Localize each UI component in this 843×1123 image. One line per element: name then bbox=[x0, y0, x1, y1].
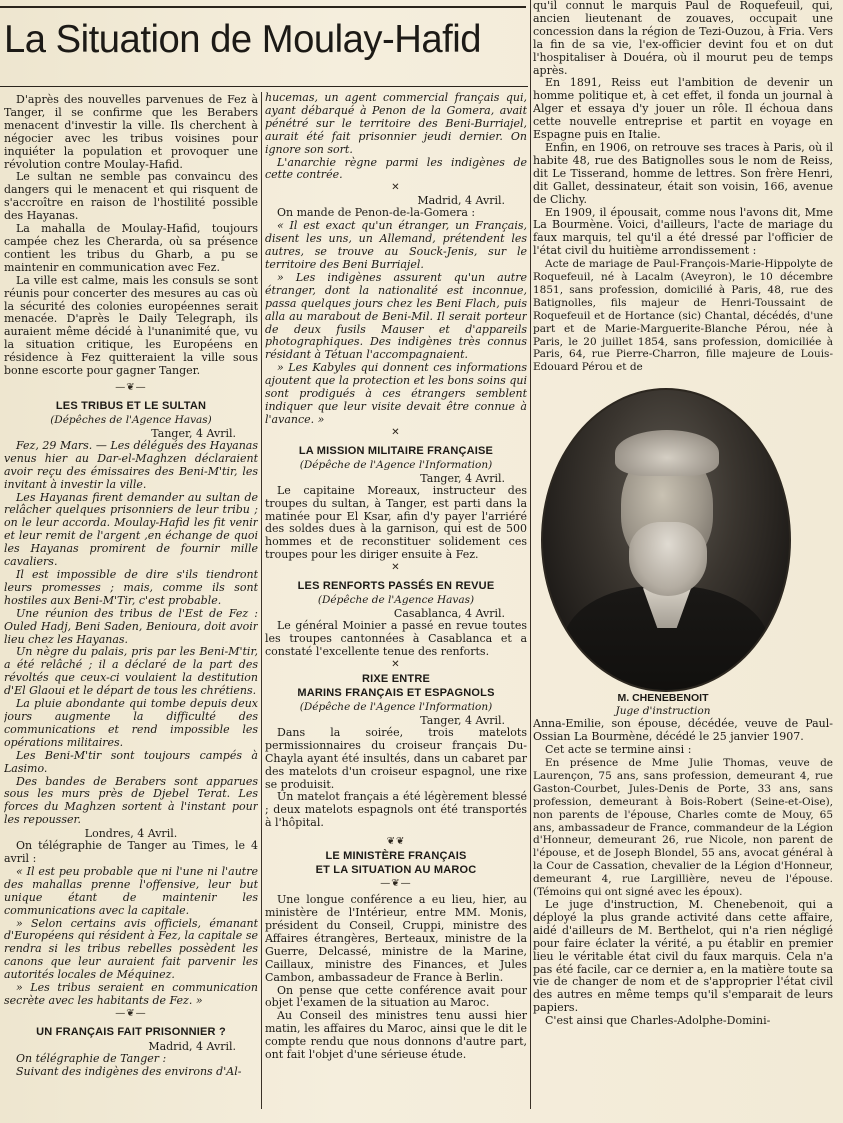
section-source: (Dépêches de l'Agence Havas) bbox=[50, 413, 212, 426]
section-title-prisonnier: UN FRANÇAIS FAIT PRISONNIER ? bbox=[36, 1025, 226, 1038]
ornament: ✕ bbox=[391, 658, 401, 670]
dateline: Londres, 4 Avril. bbox=[84, 827, 178, 841]
article-paragraph: Cet acte se termine ainsi : bbox=[545, 743, 692, 757]
article-paragraph: Enfin, en 1906, on retrouve ses traces à Paris, où il habite 48, rue des Batignolles sous le nom de Reiss, dit Le Tisserand, homme de lettres. Son frère Henri, dit Gallet, dessinateur, était son voisin, 166, avenue de Clichy. bbox=[533, 140, 833, 206]
section-title-ministere: LE MINISTÈRE FRANÇAIS bbox=[325, 850, 467, 863]
ornament: —❦— bbox=[380, 878, 412, 890]
dispatch-paragraph: Suivant des indigènes des environs d'Al- bbox=[16, 1064, 242, 1078]
dateline: Madrid, 4 Avril. bbox=[417, 194, 505, 208]
dispatch-paragraph: » Selon certains avis officiels, émanant d'Européens qui résident à Fez, la capitale se rendra si les tribus rebelles possèdent les canons que leur auraient fait parvenir les autorités locales de Méquinez. bbox=[4, 916, 258, 982]
dateline: Tanger, 4 Avril. bbox=[420, 713, 505, 727]
portrait-caption-role: Juge d'instruction bbox=[615, 705, 711, 718]
marriage-act-paragraph: Acte de mariage de Paul-François-Marie-Hippolyte de Roquefeuil, né à Lacalm (Aveyron), le 10 décembre 1851, sans profession, domicilié à Paris, 48, rue des Batignolles, fils majeur de Henri-Toussaint de Roquefeuil et de Hortance (sic) Chantal, décédés, d'une part et de Marie-Marguerite-Blanche Pérou, née à Paris, le 20 juillet 1854, sans profession, domiciliée à Paris, 64, rue Pierre-Charron, fille majeure de Louis-Edouard Pérou et de bbox=[533, 258, 833, 374]
column-2 bbox=[265, 0, 527, 1123]
article-paragraph: qu'il connut le marquis Paul de Roquefeuil, qui, ancien lieutenant de zouaves, occupait une concession dans la région de Tezi-Ouzou, à Fria. Vers la fin de sa vie, l'ex-officier devint fou et on dut l'hospitaliser à Douéra, où il mourut peu de temps après. bbox=[533, 0, 833, 77]
section-title-ministere-2: ET LA SITUATION AU MAROC bbox=[315, 864, 477, 877]
dispatch-lead: On mande de Penon-de-la-Gomera : bbox=[277, 206, 476, 220]
portrait-figure bbox=[533, 380, 833, 718]
dispatch-paragraph: « Il est peu probable que ni l'une ni l'autre des mahallas prenne l'offensive, leur but unique étant de maintenir les communications avec la capitale. bbox=[4, 864, 258, 917]
ornament: —❦— bbox=[115, 1007, 147, 1019]
dispatch-paragraph: » Les indigènes assurent qu'un autre étranger, dont la nationalité est inconnue, passa quelques jours chez les Beni Flach, puis alla au marabout de Beni-Mil. Il serait porteur de deux fusils Mauser et d'appareils photographiques. Des indigènes très connus résidant à Tétuan l'accompagnaient. bbox=[265, 270, 527, 362]
dispatch-paragraph: » Les tribus seraient en communication secrète avec les habitants de Fez. » bbox=[4, 981, 258, 1007]
section-title-rixe-2: MARINS FRANÇAIS ET ESPAGNOLS bbox=[297, 686, 495, 699]
portrait-photo bbox=[541, 388, 791, 692]
intro-paragraph: La mahalla de Moulay-Hafid, toujours campée chez les Cherarda, où sa présence contient les tribus du Gharb, a pu se maintenir en communication avec Fez. bbox=[4, 222, 258, 274]
article-paragraph: Dans la soirée, trois matelots permissionnaires du croiseur français Du-Chayla ayant été insultés, dans un cabaret par des matelots d'un croiseur espagnol, une rixe se produisit. bbox=[265, 725, 527, 791]
dispatch-paragraph: Les Beni-M'tir sont toujours campés à Lasimo. bbox=[4, 748, 258, 775]
page-headline: La Situation de Moulay-Hafid bbox=[4, 18, 482, 61]
article-paragraph: Le général Moinier a passé en revue toutes les troupes cantonnées à Casablanca et a constaté l'excellente tenue des renforts. bbox=[265, 619, 527, 658]
column-rule-1 bbox=[261, 92, 262, 1109]
section-title-renforts: LES RENFORTS PASSÉS EN REVUE bbox=[297, 580, 495, 593]
ornament: ✕ bbox=[391, 426, 401, 438]
dispatch-paragraph: Les Hayanas firent demander au sultan de relâcher quelques prisonniers de leur tribu ; on le leur accorda. Moulay-Hafid les fit venir et leur remit de l'argent ,en échange de quoi les Hayanas promirent de fournir mille cavaliers. bbox=[4, 490, 258, 569]
intro-paragraph: D'après des nouvelles parvenues de Fez à Tanger, il se confirme que les Berabers menacent d'investir la ville. Ils cherchent à négocier avec les tribus voisines pour inquiéter la population et provoquer une révolution contre Moulay-Hafid. bbox=[4, 93, 258, 171]
dispatch-paragraph: » Les Kabyles qui donnent ces informations ajoutent que la protection et les bons soins qui sont prodigués à ces étrangers semblent indiquer que leur visite devait être connue à l'avance. » bbox=[265, 361, 527, 426]
intro-paragraph: Le sultan ne semble pas convaincu des dangers qui le menacent et qui risquent de s'accroître en raison de l'hostilité possible des Hayanas. bbox=[4, 170, 258, 223]
column-3 bbox=[533, 0, 833, 1123]
ornament: ✕ bbox=[391, 562, 401, 574]
article-paragraph: Le juge d'instruction, M. Chenebenoit, qui a déployé la plus grande activité dans cette affaire, aidé d'ailleurs de M. Berthelot, qui n'a rien négligé pour faire éclater la vérité, a pu établir en premier lieu le véritable état civil du faux marquis. Cela n'a pas été facile, car ce dernier a, en la matière toute sa vie de changer de nom et de s'approprier l'état civil des autres en même temps qu'il s'emparait de leurs papiers. bbox=[533, 897, 833, 1015]
article-paragraph: Au Conseil des ministres tenu aussi hier matin, les affaires du Maroc, ainsi que le dit le compte rendu que nous donnons d'autre part, ont fait l'objet d'une sérieuse étude. bbox=[265, 1009, 527, 1062]
article-paragraph: En présence de Mme Julie Thomas, veuve de Laurençon, 75 ans, sans profession, demeurant 4, rue Gaston-Courbet, Jules-Denis de Porte, 33 ans, sans profession, demeurant à Bois-Robert (Seine-et-Oise), non parents de l'épouse, Charles comte de Mouy, 65 ans, ambassadeur de France, commandeur de la Légion d'Honneur, demeurant 26, rue Nicole, non parent de l'épouse, et de Joseph Blondel, 55 ans, avocat général à la Cour de Cassation, chevalier de la Légion d'Honneur, demeurant 4, rue Largillière, neveu de l'épouse. (Témoins qui ont signé avec les époux). bbox=[533, 757, 833, 899]
intro-paragraph: La ville est calme, mais les consuls se sont réunis pour concerter des mesures au cas où la sécurité des colonies européennes serait menacée. D'après le Daily Telegraph, ils auraient même décidé à l'unanimité que, vu la situation critique, les Européens en résidence à Fez quitteraient la ville sous bonne escorte pour gagner Tanger. bbox=[4, 273, 258, 378]
dispatch-paragraph: Une réunion des tribus de l'Est de Fez : Ouled Hadj, Beni Saden, Benioura, doit avoir lieu chez les Hayanas. bbox=[4, 606, 258, 646]
article-paragraph: Une longue conférence a eu lieu, hier, au ministère de l'Intérieur, entre MM. Monis, président du Conseil, Cruppi, ministre des Affaires étrangères, Berteaux, ministre de la Guerre, Delcassé, ministre de la Marine, Caillaux, ministre des Finances, et Jules Cambon, ambassadeur de France à Berlin. bbox=[265, 893, 527, 984]
article-paragraph: On pense que cette conférence avait pour objet l'examen de la situation au Maroc. bbox=[265, 983, 527, 1010]
article-paragraph: Le capitaine Moreaux, instructeur des troupes du sultan, à Tanger, est parti dans la matinée pour El Ksar, afin d'y payer l'arriéré des soldes dues à la garnison, qui est de 500 hommes et de reconstituer solidement ces troupes pour les diriger ensuite à Fez. bbox=[265, 483, 527, 562]
dateline: Madrid, 4 Avril. bbox=[148, 1039, 236, 1053]
article-paragraph: C'est ainsi que Charles-Adolphe-Domini- bbox=[545, 1014, 771, 1028]
section-title-mission: LA MISSION MILITAIRE FRANÇAISE bbox=[298, 444, 494, 457]
column-1 bbox=[4, 0, 258, 1123]
continued-paragraph: hucemas, un agent commercial français qui, ayant débarqué à Penon de la Gomera, avait pénétré sur le territoire des Beni-Burriajel, aurait été fait prisonnier jeudi dernier. On ignore son sort. bbox=[265, 91, 527, 156]
section-title-rixe: RIXE ENTRE bbox=[361, 672, 430, 685]
dispatch-paragraph: La pluie abondante qui tombe depuis deux jours augmente la difficulté des communications et rend impossible les opérations militaires. bbox=[4, 697, 258, 749]
column-rule-2 bbox=[530, 0, 531, 1109]
article-paragraph: Un matelot français a été légèrement blessé ; deux matelots espagnols ont été transportés à l'hôpital. bbox=[265, 790, 527, 830]
ornament: ❦❦ bbox=[386, 836, 406, 848]
dispatch-lead: On télégraphie de Tanger au Times, le 4 avril : bbox=[4, 839, 258, 866]
section-source: (Dépêche de l'Agence l'Information) bbox=[299, 700, 493, 713]
dateline: Casablanca, 4 Avril. bbox=[393, 607, 505, 621]
article-paragraph: En 1909, il épousait, comme nous l'avons dit, Mme La Bourmène. Voici, d'ailleurs, l'acte de mariage du faux marquis, tel qu'il a été dressé par l'officier de l'état civil du huitième arrondissement : bbox=[533, 205, 833, 258]
section-source: (Dépêche de l'Agence Havas) bbox=[317, 594, 475, 607]
portrait-caption-name: M. CHENEBENOIT bbox=[617, 692, 709, 705]
ornament: —❦— bbox=[115, 381, 147, 393]
dispatch-paragraph: « Il est exact qu'un étranger, un Français, disent les uns, un Allemand, prétendent les autres, se trouve au Souck-Jenis, sur le territoire des Beni Burriajel. bbox=[265, 219, 527, 271]
section-source: (Dépêche de l'Agence l'Information) bbox=[299, 458, 493, 471]
dispatch-paragraph: Des bandes de Berabers sont apparues sous les murs près de Djebel Terat. Les forces du Maghzen sortent à l'instant pour les repousser. bbox=[4, 774, 258, 827]
article-paragraph: En 1891, Reiss eut l'ambition de devenir un homme politique et, à cet effet, il fonda un journal à Alger et essaya d'y jouer un rôle. Il échoua dans cette nouvelle entreprise et partit en voyage en Espagne puis en Italie. bbox=[533, 76, 833, 142]
dispatch-paragraph: On télégraphie de Tanger : bbox=[16, 1051, 167, 1065]
dispatch-paragraph: Fez, 29 Mars. — Les délégués des Hayanas venus hier au Dar-el-Maghzen déclaraient avoir reçu des émissaires des Beni-M'tir, les invitant à investir la ville. bbox=[4, 438, 258, 491]
continued-paragraph: L'anarchie règne parmi les indigènes de cette contrée. bbox=[265, 155, 527, 182]
article-paragraph: Anna-Emilie, son épouse, décédée, veuve de Paul-Ossian La Bourmène, décédé le 25 janvier 1907. bbox=[533, 717, 833, 744]
dispatch-paragraph: Il est impossible de dire s'ils tiendront leurs promesses ; mais, comme ils sont hostiles aux Beni-M'Tir, c'est probable. bbox=[4, 568, 258, 607]
dateline: Tanger, 4 Avril. bbox=[420, 471, 505, 485]
dateline: Tanger, 4 Avril. bbox=[151, 426, 236, 440]
ornament: ✕ bbox=[391, 182, 401, 194]
dispatch-paragraph: Un nègre du palais, pris par les Beni-M'tir, a été relâché ; il a déclaré de la part des révoltés que ceux-ci voulaient la destitution d'El Glaoui et le départ de tous les chrétiens. bbox=[4, 645, 258, 698]
section-title-tribus: LES TRIBUS ET LE SULTAN bbox=[55, 399, 207, 412]
